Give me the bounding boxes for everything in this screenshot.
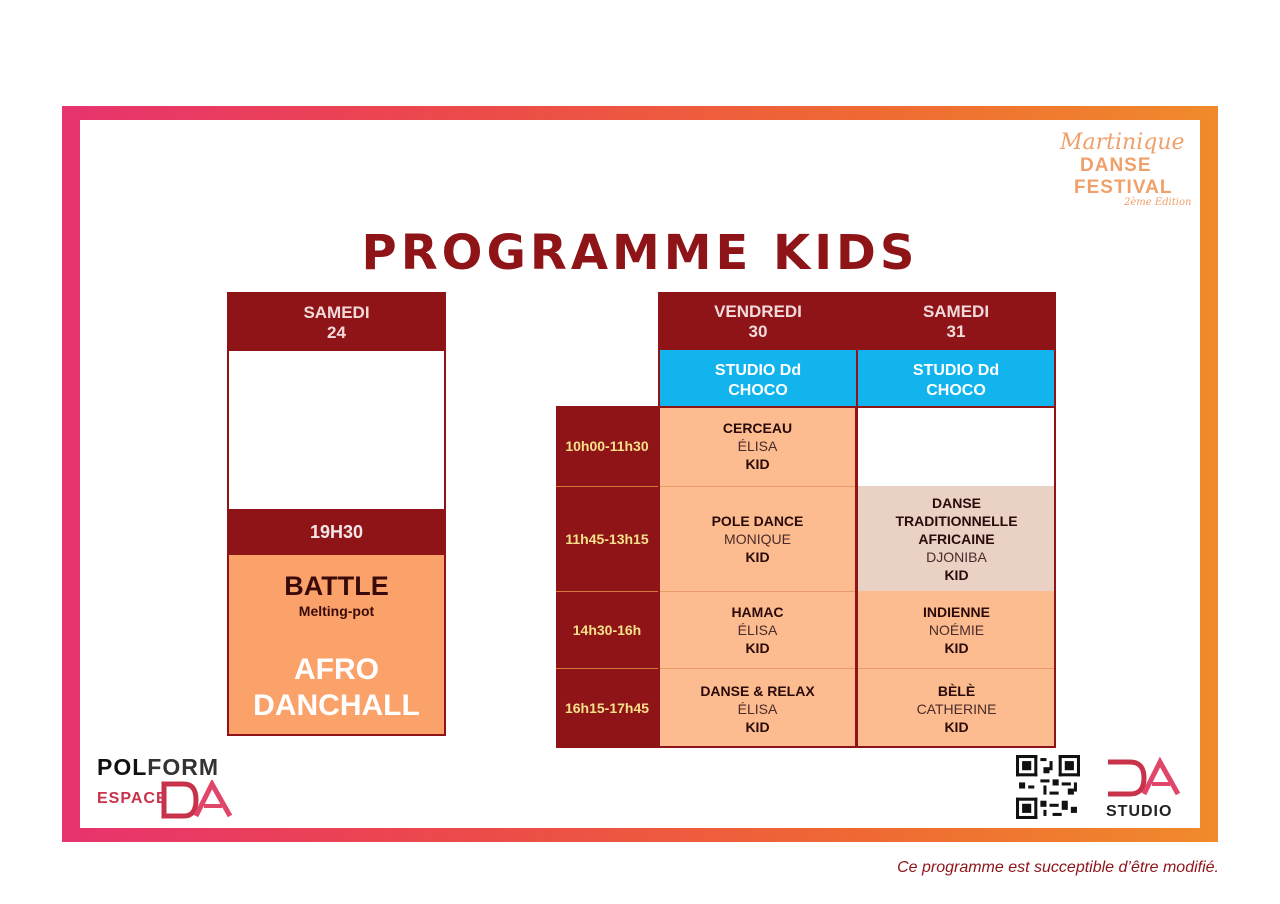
espace-label: ESPACE bbox=[97, 790, 168, 807]
class-title: DANSE & RELAX bbox=[700, 682, 815, 699]
class-teacher: ÉLISA bbox=[737, 438, 778, 454]
studio-header-friday bbox=[658, 348, 858, 408]
event-subtitle: Melting-pot bbox=[298, 603, 375, 619]
class-teacher: MONIQUE bbox=[724, 531, 791, 547]
qr-code-icon bbox=[1016, 755, 1080, 819]
time-slot: 10h00-11h30 bbox=[565, 438, 649, 454]
class-title: CERCEAU bbox=[722, 420, 793, 436]
class-title-line3: AFRICAINE bbox=[918, 530, 995, 547]
studio-da-mark-icon bbox=[1104, 756, 1184, 800]
grid-divider bbox=[855, 406, 858, 748]
schedule-cell bbox=[658, 406, 857, 486]
class-level: KID bbox=[944, 718, 969, 735]
left-schedule bbox=[227, 292, 446, 736]
class-teacher: CATHERINE bbox=[916, 700, 997, 717]
day-date: 30 bbox=[748, 322, 768, 341]
schedule-cell bbox=[658, 668, 857, 748]
class-level: KID bbox=[944, 566, 969, 583]
left-day-header bbox=[229, 294, 444, 351]
schedule-cell bbox=[857, 486, 1056, 591]
class-level: KID bbox=[745, 549, 770, 565]
event-title: BATTLE bbox=[284, 571, 389, 601]
festival-logo-script: Martinique bbox=[1060, 130, 1185, 155]
day-header-saturday bbox=[856, 292, 1056, 350]
schedule-cell-empty bbox=[857, 406, 1056, 486]
class-title-line2: TRADITIONNELLE bbox=[895, 512, 1018, 529]
class-level: KID bbox=[944, 639, 969, 656]
schedule-cell bbox=[658, 486, 857, 591]
event-style-line1: AFRO bbox=[294, 653, 379, 686]
time-slot: 16h15-17h45 bbox=[564, 700, 650, 716]
polform-logo bbox=[97, 754, 219, 781]
page-title: PROGRAMME KIDS bbox=[361, 225, 919, 281]
class-teacher: ÉLISA bbox=[737, 700, 778, 717]
day-header-friday bbox=[658, 292, 858, 350]
class-teacher: DJONIBA bbox=[926, 548, 987, 565]
day-name: SAMEDI bbox=[922, 302, 990, 321]
studio-header-saturday bbox=[856, 348, 1056, 408]
festival-logo-danse: DANSE bbox=[1080, 155, 1152, 176]
left-time: 19H30 bbox=[229, 509, 444, 555]
day-name: VENDREDI bbox=[714, 302, 802, 321]
studio-room: CHOCO bbox=[728, 382, 788, 399]
class-title: BÈLÈ bbox=[937, 682, 976, 699]
left-day-name: SAMEDI bbox=[303, 303, 370, 322]
class-title: POLE DANCE bbox=[711, 513, 804, 529]
festival-logo-edition: 2ème Edition bbox=[1124, 197, 1192, 208]
time-column bbox=[556, 406, 658, 748]
polform-logo-form: FORM bbox=[147, 754, 219, 780]
polform-logo-pol: POL bbox=[97, 754, 148, 780]
class-title: HAMAC bbox=[731, 604, 784, 620]
schedule-cell bbox=[857, 591, 1056, 668]
class-level: KID bbox=[745, 640, 770, 656]
class-teacher: ÉLISA bbox=[737, 622, 778, 638]
schedule-cell bbox=[857, 668, 1056, 748]
footnote: Ce programme est succeptible d’être modifié. bbox=[897, 859, 1219, 876]
class-level: KID bbox=[745, 456, 770, 472]
studio-label: STUDIO bbox=[1106, 803, 1173, 820]
festival-logo-festival: FESTIVAL bbox=[1074, 177, 1173, 198]
event-style-line2: DANCHALL bbox=[253, 689, 420, 722]
studio-name: STUDIO Dd bbox=[912, 362, 1000, 379]
time-slot: 11h45-13h15 bbox=[565, 530, 649, 547]
left-event bbox=[229, 555, 444, 734]
class-level: KID bbox=[745, 718, 770, 735]
studio-name: STUDIO Dd bbox=[714, 362, 802, 379]
day-date: 31 bbox=[946, 322, 966, 341]
schedule-cell bbox=[658, 591, 857, 668]
studio-room: CHOCO bbox=[926, 382, 986, 399]
class-title-line1: DANSE bbox=[931, 494, 981, 511]
class-title: INDIENNE bbox=[923, 603, 990, 620]
time-slot: 14h30-16h bbox=[572, 621, 642, 638]
left-day-date: 24 bbox=[327, 323, 346, 342]
festival-logo bbox=[1058, 130, 1194, 214]
class-teacher: NOÉMIE bbox=[928, 621, 985, 638]
espace-da-mark-icon bbox=[160, 780, 234, 820]
event-style bbox=[229, 652, 444, 724]
